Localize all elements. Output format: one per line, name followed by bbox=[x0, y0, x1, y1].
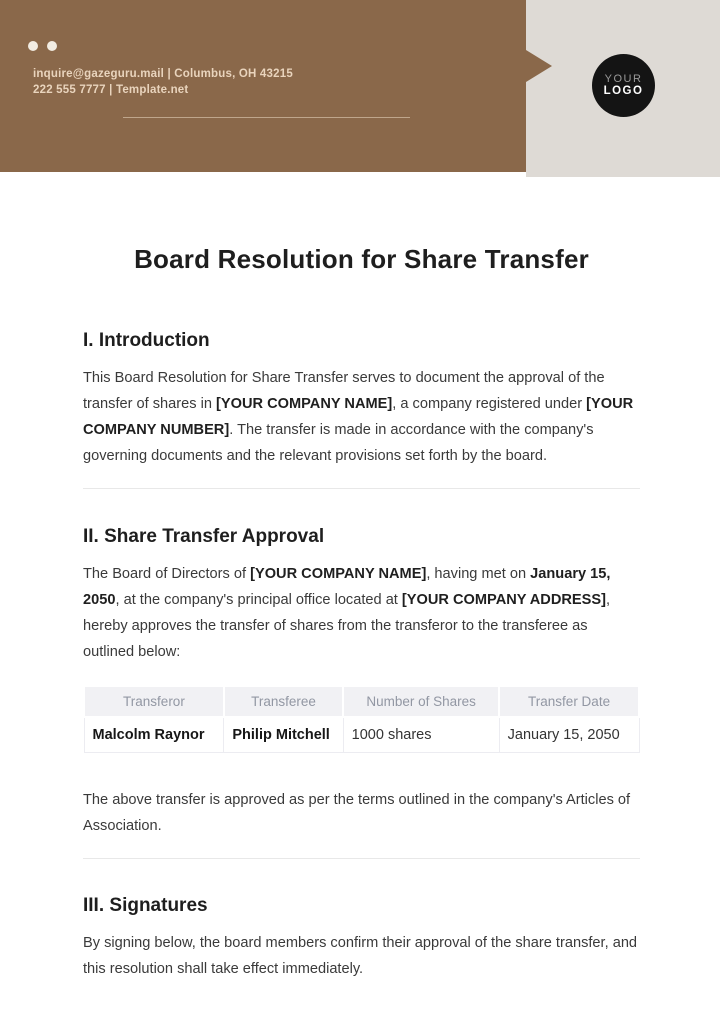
contact-info bbox=[33, 66, 293, 98]
table-row bbox=[84, 717, 639, 753]
cell-transfer-date: January 15, 2050 bbox=[499, 717, 639, 753]
section-divider bbox=[83, 488, 640, 489]
section-heading-introduction: I. Introduction bbox=[83, 330, 210, 351]
section-divider bbox=[83, 858, 640, 859]
table-header-transfer-date: Transfer Date bbox=[499, 686, 639, 717]
document-content bbox=[0, 178, 720, 982]
cell-transferee: Philip Mitchell bbox=[224, 717, 343, 753]
contact-underline bbox=[123, 117, 410, 118]
letterhead bbox=[0, 0, 720, 178]
approval-paragraph: The Board of Directors of [YOUR COMPANY NAME], having met on January 15, 2050, at the company's principal office located at [YOUR COMPANY ADDRESS], hereby approves the transfer of shares from the transferor to the transferee as outlined below: bbox=[83, 566, 611, 660]
document-title: Board Resolution for Share Transfer bbox=[134, 244, 589, 274]
cell-transferor: Malcolm Raynor bbox=[84, 717, 224, 753]
approval-confirmation-paragraph: The above transfer is approved as per the terms outlined in the company's Articles of Association. bbox=[83, 792, 631, 834]
introduction-paragraph: This Board Resolution for Share Transfer serves to document the approval of the transfer of shares in [YOUR COMPANY NAME], a company registered under [YOUR COMPANY NUMBER]. The transfer is made in accordance with the company's governing documents and the relevant provisions set forth by the board. bbox=[83, 370, 634, 464]
signatures-paragraph: By signing below, the board members confirm their approval of the share transfer, and this resolution shall take effect immediately. bbox=[83, 935, 638, 977]
table-header-transferor: Transferor bbox=[84, 686, 224, 717]
arrow-right-icon bbox=[526, 50, 552, 82]
logo-text-your: YOUR bbox=[604, 73, 643, 85]
table-header-number-of-shares: Number of Shares bbox=[343, 686, 499, 717]
section-heading-share-transfer-approval: II. Share Transfer Approval bbox=[83, 526, 325, 547]
cell-number-of-shares: 1000 shares bbox=[343, 717, 499, 753]
dot-icon bbox=[28, 41, 38, 51]
decorative-dots bbox=[28, 41, 57, 51]
dot-icon bbox=[47, 41, 57, 51]
contact-line-2: 222 555 7777 | Template.net bbox=[33, 84, 189, 96]
share-transfer-table bbox=[83, 685, 640, 753]
table-header-transferee: Transferee bbox=[224, 686, 343, 717]
section-heading-signatures: III. Signatures bbox=[83, 895, 208, 916]
logo-text-logo: LOGO bbox=[603, 85, 644, 97]
company-logo bbox=[592, 54, 655, 117]
table-header-row bbox=[84, 686, 639, 717]
contact-line-1: inquire@gazeguru.mail | Columbus, OH 43215 bbox=[33, 68, 293, 80]
